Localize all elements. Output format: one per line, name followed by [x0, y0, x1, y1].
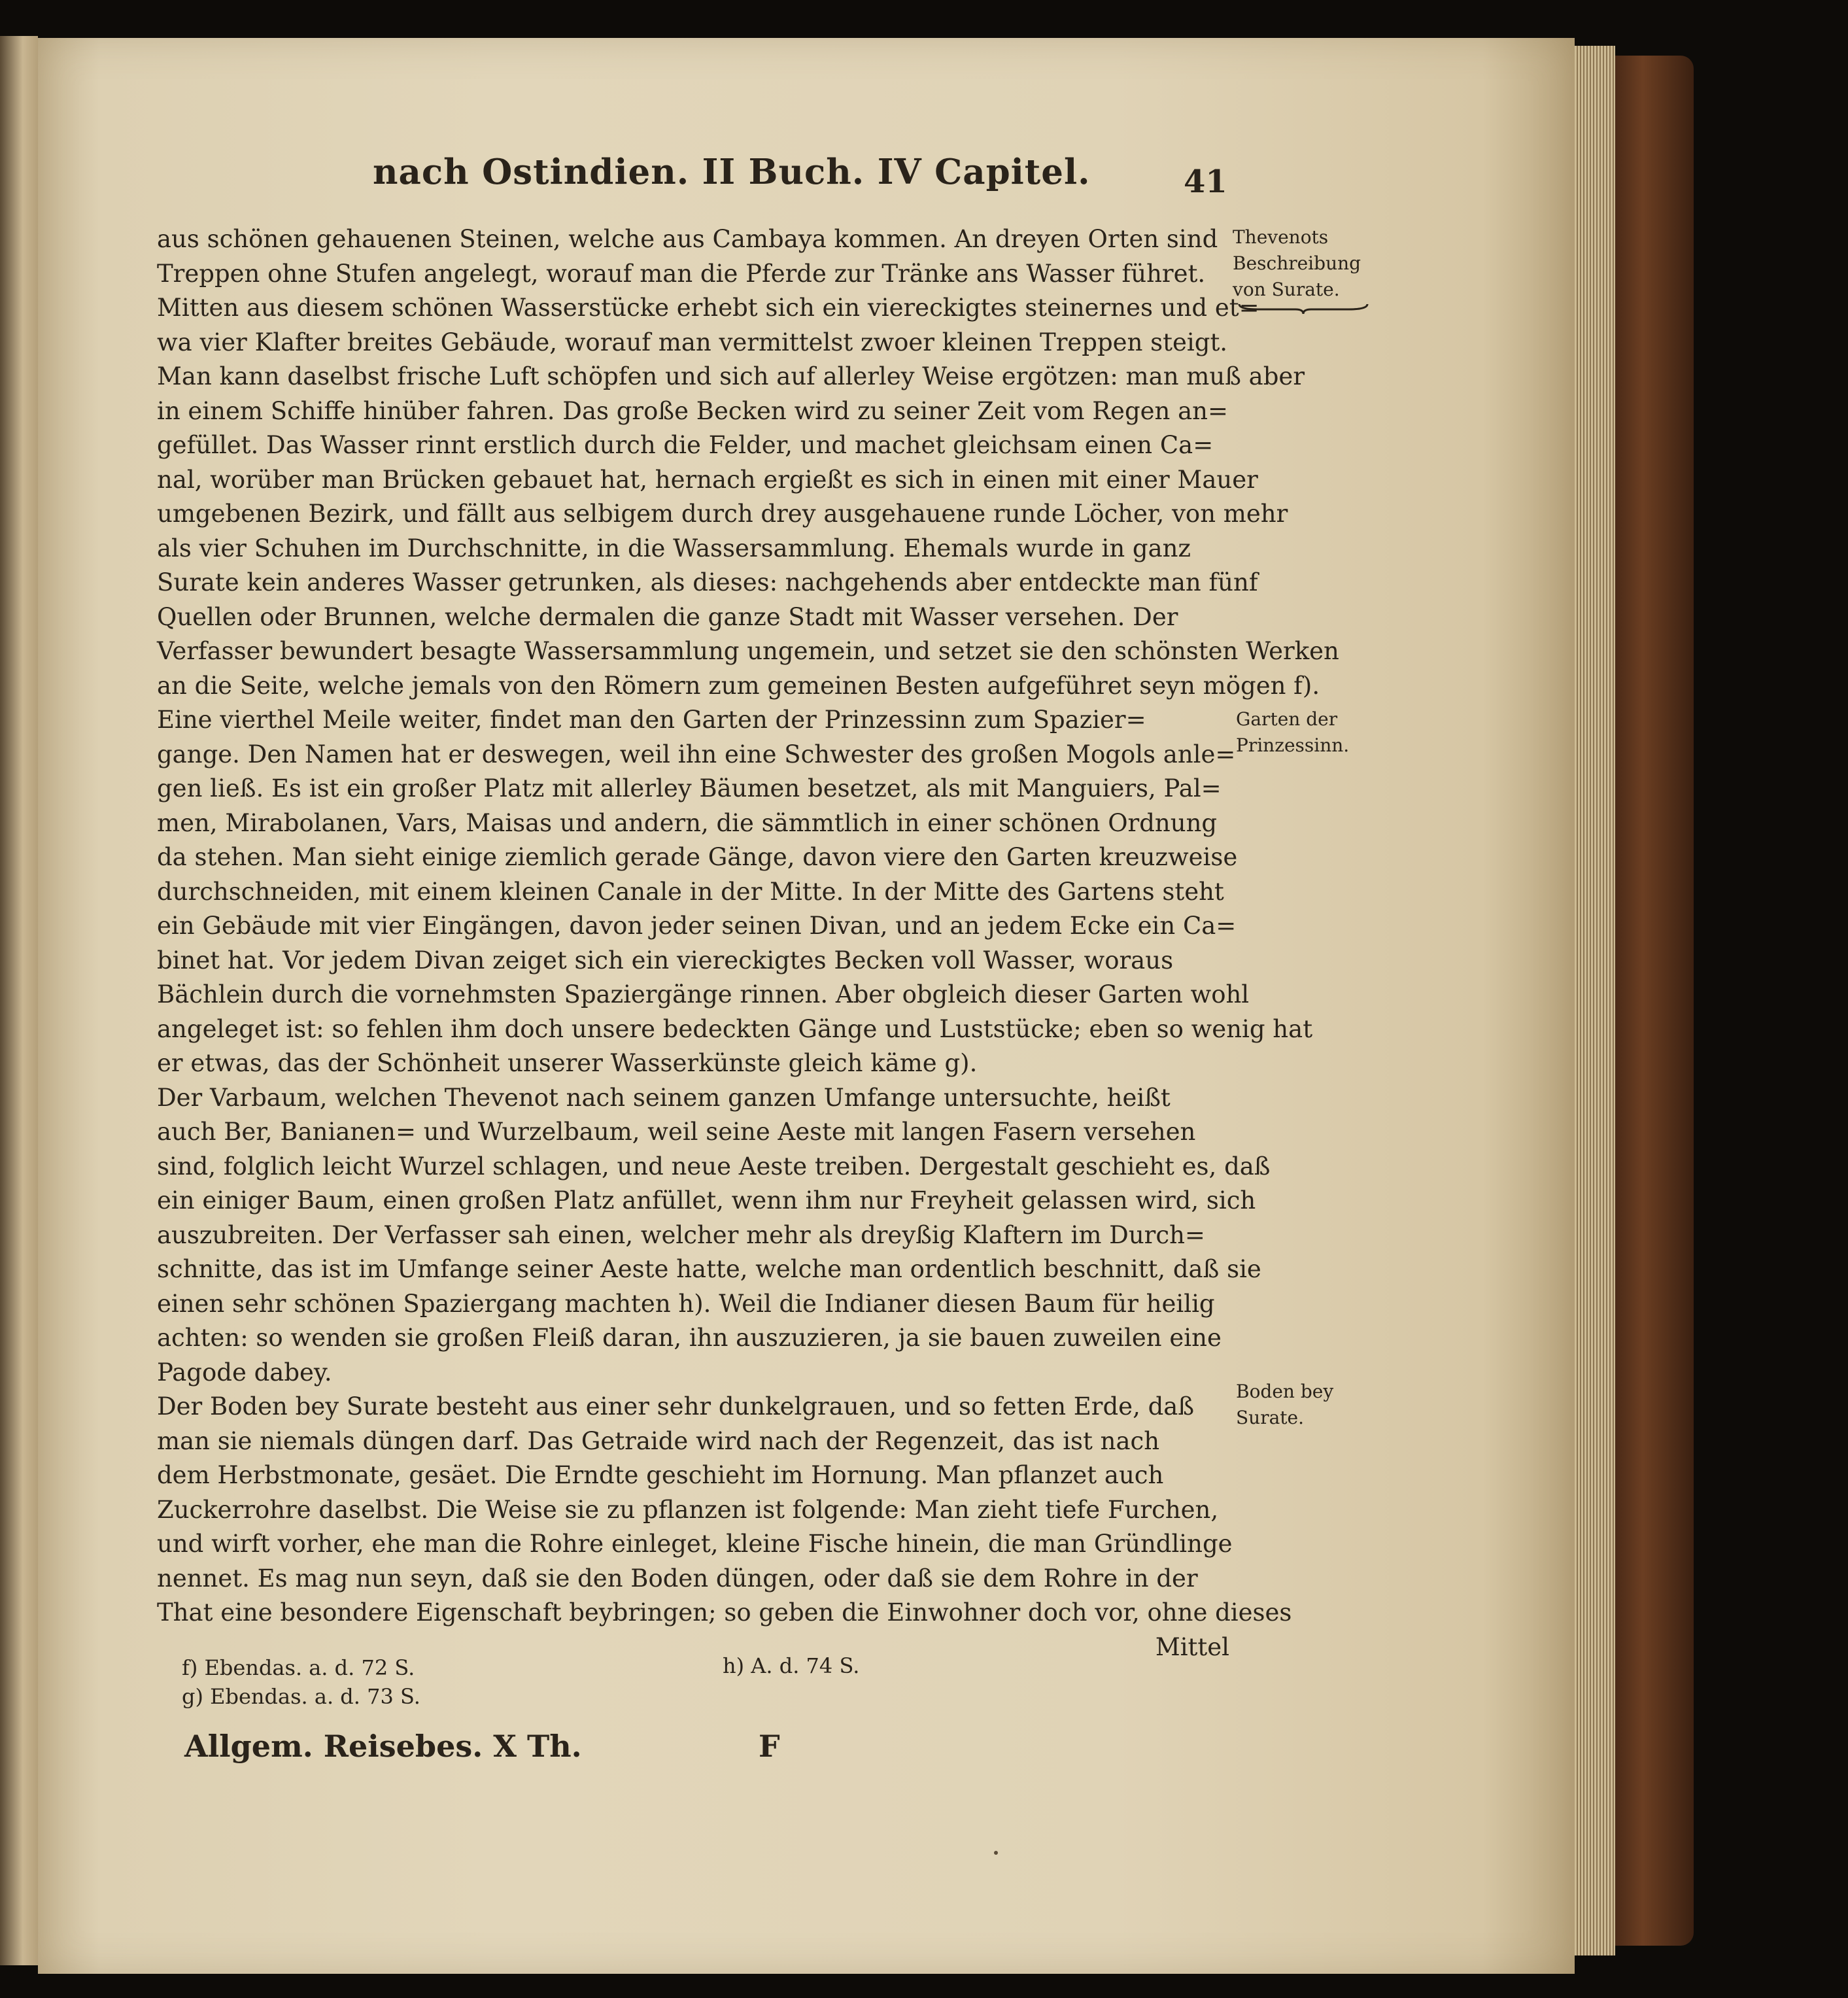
text-line: ein einiger Baum, einen großen Platz anfüllet, wenn ihm nur Freyheit gelassen wird, sich	[157, 1186, 1256, 1214]
page-number: 41	[1184, 164, 1227, 200]
margin-note-line: Boden bey	[1236, 1381, 1334, 1402]
text-line: wa vier Klafter breites Gebäude, worauf man vermittelst zwoer kleinen Treppen steigt.	[157, 328, 1228, 356]
text-line: Treppen ohne Stufen angelegt, worauf man die Pferde zur Tränke ans Wasser führet.	[157, 259, 1206, 288]
running-header: nach Ostindien. II Buch. IV Capitel.	[373, 152, 1091, 192]
text-line: dem Herbstmonate, gesäet. Die Erndte geschieht im Hornung. Man pflanzet auch	[157, 1461, 1164, 1489]
footnote-h: h) A. d. 74 S.	[723, 1653, 860, 1678]
footnote-f: f) Ebendas. a. d. 72 S.	[182, 1655, 415, 1680]
text-line: Der Boden bey Surate besteht aus einer sehr dunkelgrauen, und so fetten Erde, daß	[157, 1392, 1195, 1421]
text-line: auch Ber, Banianen= und Wurzelbaum, weil seine Aeste mit langen Fasern versehen	[157, 1118, 1196, 1146]
margin-note-garden	[1236, 706, 1349, 759]
footnote-g: g) Ebendas. a. d. 73 S.	[182, 1684, 420, 1709]
text-line: nennet. Es mag nun seyn, daß sie den Boden düngen, oder daß sie dem Rohre in der	[157, 1564, 1198, 1593]
text-line: er etwas, das der Schönheit unserer Wasserkünste gleich käme g).	[157, 1049, 978, 1077]
text-line: umgebenen Bezirk, und fällt aus selbigem durch drey ausgehauene runde Löcher, von mehr	[157, 500, 1288, 528]
text-line: einen sehr schönen Spaziergang machten h). Weil die Indianer diesen Baum für heilig	[157, 1289, 1215, 1318]
text-line: Eine vierthel Meile weiter, findet man den Garten der Prinzessinn zum Spazier=	[157, 706, 1146, 734]
paper-speck	[994, 1851, 998, 1855]
text-line: Pagode dabey.	[157, 1358, 332, 1387]
margin-note-line: von Surate.	[1233, 279, 1340, 300]
margin-note-line: Garten der	[1236, 708, 1338, 730]
text-line: Zuckerrohre daselbst. Die Weise sie zu pflanzen ist folgende: Man zieht tiefe Furchen,	[157, 1495, 1219, 1524]
text-line: und wirft vorher, ehe man die Rohre einleget, kleine Fische hinein, die man Gründlinge	[157, 1530, 1233, 1558]
text-line: als vier Schuhen im Durchschnitte, in die Wassersammlung. Ehemals wurde in ganz	[157, 534, 1191, 562]
text-line: That eine besondere Eigenschaft beybringen; so geben die Einwohner doch vor, ohne dieses	[157, 1598, 1292, 1627]
text-line: Surate kein anderes Wasser getrunken, als dieses: nachgehends aber entdeckte man fünf	[157, 568, 1258, 596]
page-fore-edge	[1575, 46, 1615, 1955]
text-line: gen ließ. Es ist ein großer Platz mit allerley Bäumen besetzet, als mit Manguiers, Pal=	[157, 774, 1222, 802]
margin-note-thevenot	[1233, 224, 1369, 315]
text-line: men, Mirabolanen, Vars, Maisas und andern, die sämmtlich in einer schönen Ordnung	[157, 808, 1218, 837]
signature-line: Allgem. Reisebes. X Th.	[184, 1729, 582, 1764]
text-line: man sie niemals düngen darf. Das Getraide wird nach der Regenzeit, das ist nach	[157, 1426, 1160, 1455]
text-line: nal, worüber man Brücken gebauet hat, hernach ergießt es sich in einen mit einer Mauer	[157, 465, 1258, 494]
text-line: Der Varbaum, welchen Thevenot nach seinem ganzen Umfange untersuchte, heißt	[157, 1083, 1171, 1112]
text-line: aus schönen gehauenen Steinen, welche aus Cambaya kommen. An dreyen Orten sind	[157, 225, 1218, 253]
text-line: sind, folglich leicht Wurzel schlagen, und neue Aeste treiben. Dergestalt geschieht es, daß	[157, 1152, 1271, 1180]
text-line: Man kann daselbst frische Luft schöpfen und sich auf allerley Weise ergötzen: man muß aber	[157, 362, 1305, 390]
text-line: in einem Schiffe hinüber fahren. Das große Becken wird zu seiner Zeit vom Regen an=	[157, 396, 1229, 425]
text-line: auszubreiten. Der Verfasser sah einen, welcher mehr als dreyßig Klaftern im Durch=	[157, 1220, 1205, 1249]
margin-note-line: Thevenots	[1233, 226, 1329, 248]
margin-note-soil	[1236, 1379, 1333, 1431]
text-line: angeleget ist: so fehlen ihm doch unsere bedeckten Gänge und Luststücke; eben so wenig hat	[157, 1014, 1313, 1043]
margin-note-line: Prinzessinn.	[1236, 734, 1350, 756]
text-line: da stehen. Man sieht einige ziemlich gerade Gänge, davon viere den Garten kreuzweise	[157, 843, 1238, 871]
text-line: Verfasser bewundert besagte Wassersammlung ungemein, und setzet sie den schönsten Werken	[157, 637, 1339, 665]
text-line: Bächlein durch die vornehmsten Spaziergänge rinnen. Aber obgleich dieser Garten wohl	[157, 980, 1250, 1008]
left-page-edge	[0, 36, 38, 1965]
text-line: durchschneiden, mit einem kleinen Canale in der Mitte. In der Mitte des Gartens steht	[157, 877, 1224, 906]
text-line: an die Seite, welche jemals von den Römern zum gemeinen Besten aufgeführet seyn mögen f).	[157, 671, 1320, 700]
text-line: gefüllet. Das Wasser rinnt erstlich durch die Felder, und machet gleichsam einen Ca=	[157, 431, 1214, 459]
signature-mark: F	[759, 1729, 780, 1764]
margin-note-line: Beschreibung	[1233, 252, 1361, 274]
text-line: binet hat. Vor jedem Divan zeiget sich ein viereckigtes Becken voll Wasser, woraus	[157, 946, 1174, 974]
text-line: schnitte, das ist im Umfange seiner Aeste hatte, welche man ordentlich beschnitt, daß sie	[157, 1255, 1261, 1283]
catchword: Mittel	[1155, 1632, 1229, 1661]
text-line: ein Gebäude mit vier Eingängen, davon jeder seinen Divan, und an jedem Ecke ein Ca=	[157, 912, 1237, 940]
text-line: gange. Den Namen hat er deswegen, weil ihn eine Schwester des großen Mogols anle=	[157, 740, 1236, 768]
book-cover	[1615, 56, 1694, 1946]
margin-note-line: Surate.	[1236, 1407, 1305, 1428]
text-line: Quellen oder Brunnen, welche dermalen die ganze Stadt mit Wasser versehen. Der	[157, 602, 1178, 631]
footnotes-left	[182, 1653, 420, 1711]
bracket-mark	[1238, 303, 1369, 315]
text-line: achten: so wenden sie großen Fleiß daran, ihn auszuzieren, ja sie bauen zuweilen eine	[157, 1324, 1222, 1352]
text-line: Mitten aus diesem schönen Wasserstücke erhebt sich ein viereckigtes steinernes und et=	[157, 294, 1259, 322]
